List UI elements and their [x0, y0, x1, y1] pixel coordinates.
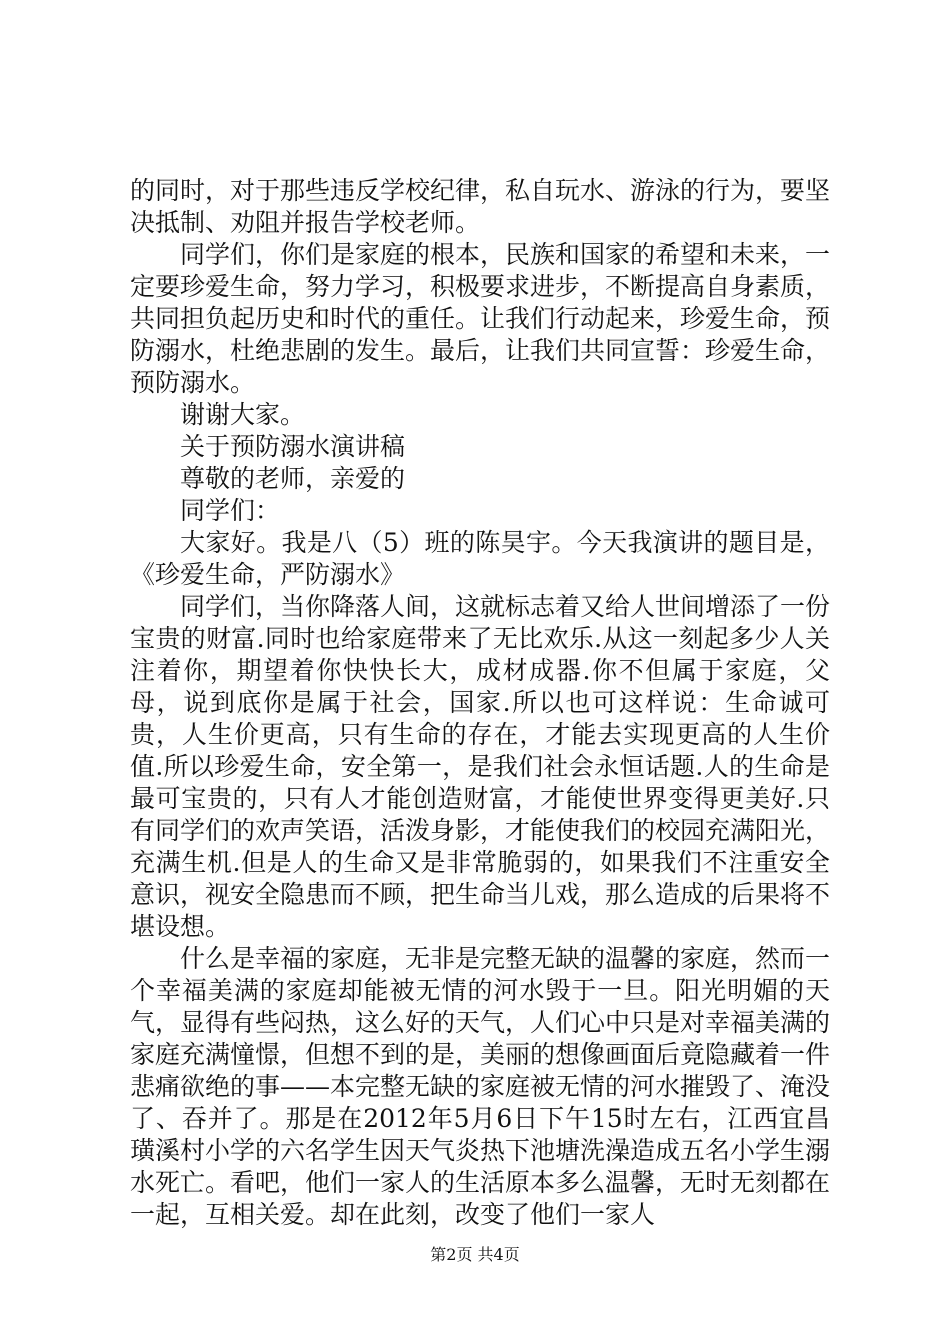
paragraph: 什么是幸福的家庭，无非是完整无缺的温馨的家庭，然而一个幸福美满的家庭却能被无情的河水毁于一旦。阳光明媚的天气，显得有些闷热，这么好的天气，人们心中只是对幸福美满的家庭充满憧憬，但想不到的是，美丽的想像画面后竟隐藏着一件悲痛欲绝的事——本完整无缺的家庭被无情的河水摧毁了、淹没了、吞并了。那是在2012年5月6日下午15时左右，江西宜昌璜溪村小学的六名学生因天气炎热下池塘洗澡造成五名小学生溺水死亡。看吧，他们一家人的生活原本多么温馨，无时无刻都在一起，互相关爱。却在此刻，改变了他们一家人	[130, 944, 831, 1229]
page-number-footer: 第2页 共4页	[430, 1245, 520, 1264]
paragraph: 谢谢大家。	[180, 400, 306, 429]
paragraph: 同学们，你们是家庭的根本，民族和国家的希望和未来，一定要珍爱生命，努力学习，积极要求进步，不断提高自身素质，共同担负起历史和时代的重任。让我们行动起来，珍爱生命，预防溺水，杜绝悲剧的发生。最后，让我们共同宣誓：珍爱生命，预防溺水。	[130, 240, 831, 397]
paragraph: 尊敬的老师，亲爱的	[180, 464, 406, 493]
paragraph: 的同时，对于那些违反学校纪律，私自玩水、游泳的行为，要坚决抵制、劝阻并报告学校老师。	[130, 176, 831, 237]
paragraph: 同学们，当你降落人间，这就标志着又给人世间增添了一份宝贵的财富.同时也给家庭带来了无比欢乐.从这一刻起多少人关注着你，期望着你快快长大，成材成器.你不但属于家庭，父母，说到底你是属于社会，国家.所以也可这样说：生命诚可贵，人生价更高，只有生命的存在，才能去实现更高的人生价值.所以珍爱生命，安全第一，是我们社会永恒话题.人的生命是最可宝贵的，只有人才能创造财富，才能使世界变得更美好.只有同学们的欢声笑语，活泼身影，才能使我们的校园充满阳光，充满生机.但是人的生命又是非常脆弱的，如果我们不注重安全意识，视安全隐患而不顾，把生命当儿戏，那么造成的后果将不堪设想。	[130, 592, 831, 941]
paragraph: 关于预防溺水演讲稿	[180, 432, 406, 461]
paragraph: 同学们：	[180, 496, 281, 525]
paragraph: 大家好。我是八（5）班的陈昊宇。今天我演讲的题目是，《珍爱生命，严防溺水》	[130, 528, 830, 589]
document-body	[130, 175, 830, 1231]
